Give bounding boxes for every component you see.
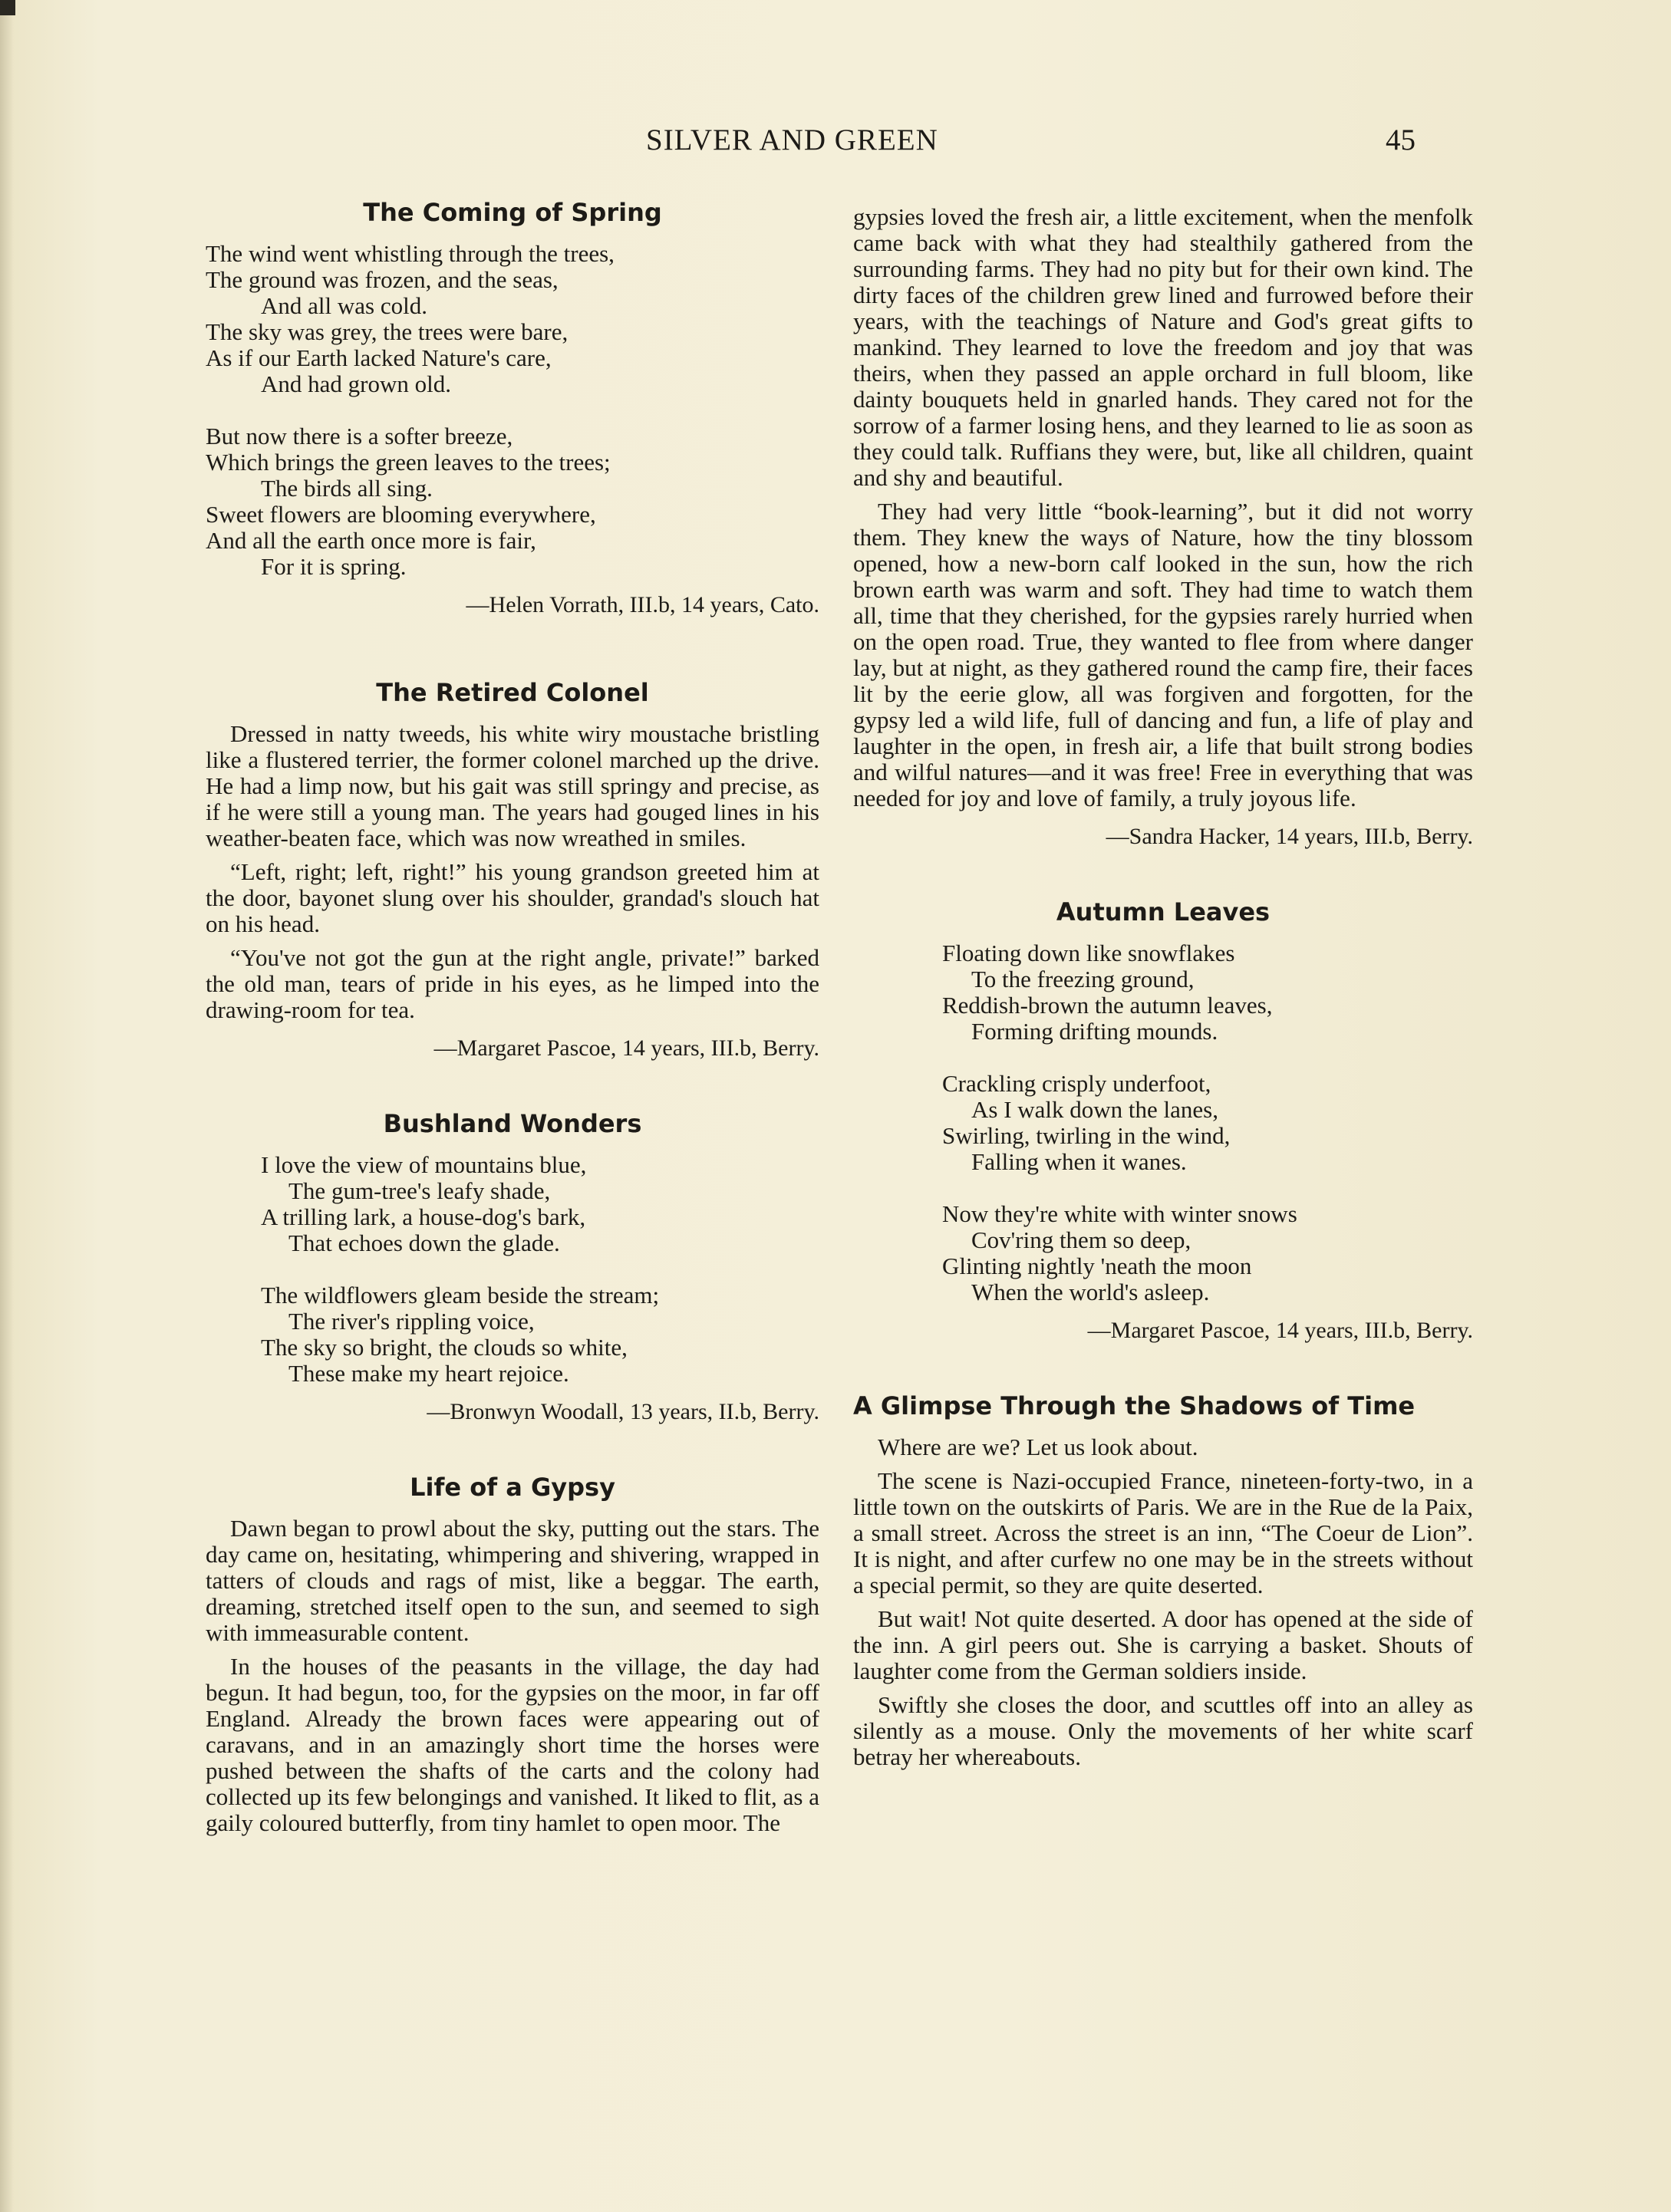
poem-coming-of-spring — [206, 198, 819, 618]
poem-line: The birds all sing. — [261, 475, 433, 502]
paragraph: Swiftly she closes the door, and scuttles off into an alley as silently as a mouse. Only the movements of her white scarf betray her whereabouts. — [853, 1691, 1473, 1770]
poem-line: The gum-tree's leafy shade, — [288, 1177, 551, 1204]
byline: —Helen Vorrath, III.b, 14 years, Cato. — [466, 592, 819, 617]
poem-line: When the world's asleep. — [971, 1279, 1210, 1305]
byline: —Sandra Hacker, 14 years, III.b, Berry. — [1106, 824, 1473, 849]
page-edge-shadow — [0, 0, 14, 2212]
poem-line: And all was cold. — [261, 292, 427, 319]
section-gap — [853, 1344, 1473, 1391]
paragraph: Dressed in natty tweeds, his white wiry moustache bristling like a flustered terrier, the former colonel marched up the drive. He had a limp now, but his gait was still springy and precise, as if he were still a young man. The years had gouged lines in his weather-beaten face, which was now wreathed in smiles. — [206, 720, 819, 851]
story-retired-colonel — [206, 678, 819, 1062]
paragraph: “You've not got the gun at the right angle, private!” barked the old man, tears of pride in his eyes, as he limped into the drawing-room for tea. — [206, 944, 819, 1023]
poem-line: These make my heart rejoice. — [288, 1360, 569, 1387]
running-head: SILVER AND GREEN — [646, 123, 938, 156]
poem-line: Floating down like snowflakes — [942, 940, 1235, 966]
poem-line: Sweet flowers are blooming everywhere, — [206, 501, 596, 528]
poem-line: I love the view of mountains blue, — [261, 1151, 587, 1178]
poem-line: The sky so bright, the clouds so white, — [261, 1334, 628, 1361]
poem-line: Crackling crisply underfoot, — [942, 1070, 1211, 1097]
paragraph: But wait! Not quite deserted. A door has opened at the side of the inn. A girl peers out. She is carrying a basket. Shouts of laughter come from the German soldiers inside. — [853, 1605, 1473, 1684]
page-number: 45 — [1386, 123, 1416, 156]
paragraph: In the houses of the peasants in the village, the day had begun. It had begun, too, for the gypsies on the moor, in far off England. Already the brown faces were appearing out of caravans, and in an amazingly short time the horses were pushed between the shafts of the carts and the colony had collected up its few belongings and vanished. It liked to flit, as a gaily coloured butterfly, from tiny hamlet to open moor. The — [206, 1653, 819, 1836]
corner-mark — [0, 0, 15, 15]
poem-line: The wind went whistling through the trees, — [206, 240, 615, 267]
poem-line: The wildflowers gleam beside the stream; — [261, 1282, 660, 1308]
poem-line: The river's rippling voice, — [288, 1308, 535, 1335]
story-title: The Retired Colonel — [376, 678, 649, 707]
poem-line: Forming drifting mounds. — [971, 1018, 1218, 1045]
poem-body — [206, 241, 819, 580]
story-glimpse-through-shadows — [853, 1391, 1473, 1770]
story-title: Life of a Gypsy — [410, 1473, 615, 1502]
poem-line: Cov'ring them so deep, — [971, 1226, 1191, 1253]
poem-line: To the freezing ground, — [971, 966, 1195, 992]
poem-title: Autumn Leaves — [1056, 897, 1271, 927]
poem-line: And all the earth once more is fair, — [206, 527, 536, 554]
poem-line: As if our Earth lacked Nature's care, — [206, 344, 552, 371]
stanza-gap — [261, 1256, 819, 1282]
poem-line: As I walk down the lanes, — [971, 1096, 1218, 1123]
poem-bushland-wonders — [206, 1109, 819, 1425]
paragraph: They had very little “book-learning”, but it did not worry them. They knew the ways of Nature, how the tiny blossom opened, how a new-born calf looked in the sun, how the rich brown earth was warm and soft. They had time to watch them all, time that they cherished, for the gypsies rarely hurried when on the open road. True, they wanted to flee from where danger lay, but at night, as they gathered round the camp fire, their faces lit by the eerie glow, all was forgiven and forgotten, for the gypsy led a wild life, full of dancing and fun, a life of play and laughter in the open, in fresh air, a life that built strong bodies and wilful natures—and it was free! Free in everything that was needed for joy and love of family, a truly joyous life. — [853, 498, 1473, 811]
poem-line: Falling when it wanes. — [971, 1148, 1187, 1175]
poem-line: Now they're white with winter snows — [942, 1200, 1297, 1227]
stanza-gap — [206, 397, 819, 423]
story-body — [853, 204, 1473, 811]
poem-line: Glinting nightly 'neath the moon — [942, 1252, 1252, 1279]
poem-body — [853, 940, 1473, 1305]
story-title: A Glimpse Through the Shadows of Time — [853, 1391, 1416, 1420]
stanza-gap — [942, 1175, 1473, 1201]
poem-line: Swirling, twirling in the wind, — [942, 1122, 1231, 1149]
story-life-of-a-gypsy-continued — [853, 204, 1473, 850]
section-gap — [206, 618, 819, 678]
story-life-of-a-gypsy — [206, 1473, 819, 1836]
story-body — [206, 1516, 819, 1836]
poem-title: Bushland Wonders — [383, 1109, 642, 1138]
byline: —Margaret Pascoe, 14 years, III.b, Berry. — [1087, 1318, 1473, 1343]
paragraph: Where are we? Let us look about. — [878, 1434, 1198, 1460]
section-gap — [206, 1062, 819, 1109]
poem-line: Which brings the green leaves to the trees; — [206, 449, 611, 476]
poem-line: But now there is a softer breeze, — [206, 423, 513, 449]
stanza-gap — [942, 1045, 1473, 1071]
left-column — [206, 198, 819, 1836]
section-gap — [853, 850, 1473, 897]
byline: —Margaret Pascoe, 14 years, III.b, Berry. — [433, 1035, 819, 1061]
byline: —Bronwyn Woodall, 13 years, II.b, Berry. — [427, 1399, 819, 1424]
paragraph: The scene is Nazi-occupied France, nineteen-forty-two, in a little town on the outskirts of Paris. We are in the Rue de la Paix, a small street. Across the street is an inn, “The Coeur de Lion”. It is night, and after curfew no one may be in the streets without a special permit, so they are quite deserted. — [853, 1467, 1473, 1598]
poem-line: That echoes down the glade. — [288, 1229, 560, 1256]
paragraph: gypsies loved the fresh air, a little excitement, when the menfolk came back with what they had stealthily gathered from the surrounding farms. They had no pity but for their own kind. The dirty faces of the children grew lined and furrowed before their years, with the teachings of Nature and God's great gifts to mankind. They learned to love the freedom and joy that was theirs, when they passed an apple orchard in full bloom, like dainty bouquets held in gnarled hands. They cared not for the sorrow of a farmer losing hens, and they learned to lie as soon as they could talk. Ruffians they were, but, like all children, quaint and shy and beautiful. — [853, 203, 1473, 491]
poem-line: The ground was frozen, and the seas, — [206, 266, 559, 293]
paragraph: Dawn began to prowl about the sky, putting out the stars. The day came on, hesitating, whimpering and shivering, wrapped in tatters of clouds and rags of mist, like a beggar. The earth, dreaming, stretched itself open to the sun, and seemed to sigh with immeasurable content. — [206, 1515, 819, 1646]
poem-autumn-leaves — [853, 897, 1473, 1344]
story-body — [206, 721, 819, 1023]
poem-line: Reddish-brown the autumn leaves, — [942, 992, 1273, 1019]
poem-line: And had grown old. — [261, 370, 451, 397]
poem-line: A trilling lark, a house-dog's bark, — [261, 1203, 586, 1230]
story-body — [853, 1434, 1473, 1770]
paragraph: “Left, right; left, right!” his young grandson greeted him at the door, bayonet slung over his shoulder, grandad's slouch hat on his head. — [206, 858, 819, 937]
poem-line: For it is spring. — [261, 553, 407, 580]
right-column — [853, 204, 1473, 1770]
section-gap — [206, 1425, 819, 1473]
poem-title: The Coming of Spring — [363, 198, 662, 227]
poem-line: The sky was grey, the trees were bare, — [206, 318, 569, 345]
poem-body — [206, 1152, 819, 1387]
